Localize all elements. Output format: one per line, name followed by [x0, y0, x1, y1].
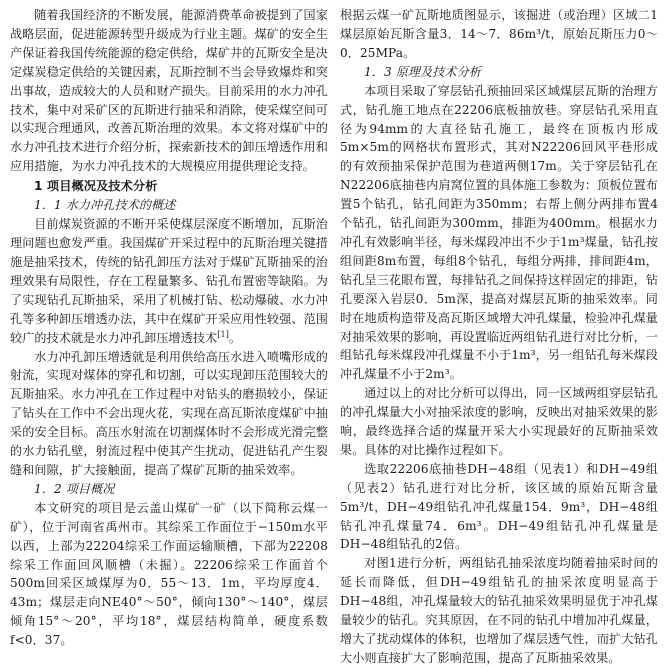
right-column	[340, 6, 658, 665]
subsection-heading-1-1: 1．1 水力冲孔技术的概述	[34, 198, 176, 213]
paragraph-drilling-parameters: 本项目采取了穿层钻孔预抽回采区域煤层瓦斯的治理方式，钻孔施工地点在22206底板抽放巷。穿层钻孔采用直径为94mm的大直径钻孔施工，最终在顶板内形成5m×5m的网格状布置形式，其对N22206回风平巷形成的有效预抽采保护范围为巷道两侧17m。关于穿层钻孔在N22206底抽巷内肩窝位置的具体施工参数为：顶板位置布置5个钻孔，钻孔间距为350mm；右帮上侧分两排布置4个钻孔，钻孔间距为300mm，排距为400mm。根据水力冲孔有效影响半径，每米煤段冲出不少于1m³煤量，钻孔按组间距8m布置，每组8个钻孔，每组分两排，排间距4m，钻孔呈三花眼布置，每排钻孔之间保持这样固定的排距，钻孔要深入岩层0．5m深，提高对煤层瓦斯的抽采效率。同时在地质构造带及高瓦斯区域增大冲孔煤量，检验冲孔煤量对抽采效果的影响，再设置临近两组钻孔进行对比分析，一组钻孔每米煤段冲孔煤量不小于1m³，另一组钻孔每米煤段冲孔煤量不小于2m³。	[340, 83, 658, 382]
paragraph-text: 目前煤炭资源的不断开采使煤层深度不断增加，瓦斯治理问题也愈发严重。我国煤矿开采过程中的瓦斯治理关键措施是抽采技术，传统的钻孔卸压方法对于煤矿瓦斯抽采的治理效果有局限性，存在工程量繁多、钻孔布置密等缺陷。为了实现钻孔瓦斯抽采，采用了机械打钻、松动爆破、水力冲孔等多种卸压增透办法，其中在煤矿开采应用性较强、范围较广的技术就是水力冲孔卸压增透技术	[10, 217, 328, 345]
paragraph-end: 。	[228, 330, 242, 345]
paragraph-comparison-summary: 通过以上的对比分析可以得出，同一区域两组穿层钻孔的冲孔煤量大小对抽采浓度的影响，反映出对抽采效果的影响，最终选择合适的煤量开采大小实现最好的瓦斯抽采效果。具体的对比操作过程如下。	[340, 386, 658, 457]
paragraph-figure-analysis: 对图1进行分析，两组钻孔抽采浓度均随着抽采时间的延长而降低，但DH−49组钻孔的抽采浓度明显高于DH−48组，冲孔煤量较大的钻孔抽采效果明显优于冲孔煤量较少的钻孔。究其原因，在不同的钻孔中增加冲孔煤量，增大了扰动煤体的体积，也增加了煤层透气性，而扩大钻孔大小则直接扩大了影响范围，提高了瓦斯抽采效果。	[340, 556, 658, 665]
paragraph-project-overview: 本文研究的项目是云盖山煤矿一矿（以下简称云煤一矿），位于河南省禹州市。其综采工作面位于−150m水平以西，上部为22204综采工作面运输顺槽，下部为22208综采工作面回风顺槽（未掘）。22206综采工作面首个500m回采区域煤厚为0．55～13．1m，平均厚度4．43m；煤层走向NE40°～50°，倾向130°～140°，煤层倾角15°～20°，平均18°，煤层结构简单，硬度系数f<0．37。	[10, 500, 328, 648]
left-column	[10, 6, 328, 650]
paragraph-hydraulic-principle: 水力冲孔卸压增透就是利用供给高压水进入喷嘴形成的射流，实现对煤体的穿孔和切割，可以实现卸压范围较大的瓦斯抽采。水力冲孔在工作过程中对钻头的磨损较小，保证了钻头在工作中不会出现火花，实现在高瓦斯浓度煤矿中抽采的安全目标。高压水射流在切割煤体时不会形成光滑完整的水力钻孔壁，射流过程中使其产生扰动，促进钻孔产生裂缝和间隙，扩大接触面，提高了煤矿瓦斯的抽采效率。	[10, 349, 328, 477]
intro-paragraph: 随着我国经济的不断发展，能源消费革命被提到了国家战略层面，促进能源转型升级成为行业主题。煤矿的安全生产保证着我国传统能源的稳定供给，煤矿井的瓦斯安全是决定煤炭稳定供给的关键因素，瓦斯控制不当会导致爆炸和突出事故，造成较大的人员和财产损失。目前采用的水力冲孔技术，集中对采矿区的瓦斯进行抽采和消除，使采煤空间可以实现合理通风，改善瓦斯治理的效果。本文将对煤矿中的水力冲孔技术进行介绍分析，探索新技术的卸压增透作用和应用措施，为水力冲孔技术的大规模应用提供理论支持。	[10, 8, 328, 174]
subsection-heading-1-3: 1．3 原理及技术分析	[364, 64, 482, 79]
paragraph-gas-content: 根据云煤一矿瓦斯地质图显示，该掘进（或治理）区域二1煤层原始瓦斯含量3．14～7．86m³/t，原始瓦斯压力0～0．25MPa。	[340, 8, 658, 60]
citation-ref: [1]	[217, 329, 229, 339]
paragraph-hydraulic-overview	[10, 215, 328, 347]
section-heading-1: 1 项目概况及技术分析	[34, 179, 158, 194]
paragraph-borehole-groups: 选取22206底抽巷DH−48组（见表1）和DH−49组（见表2）钻孔进行对比分析，该区域的原始瓦斯含量5m³/t，DH−49组钻孔冲孔煤量154．9m³，DH−48组钻孔冲孔煤量74．6m³。DH−49组钻孔冲孔煤量是DH−48组钻孔的2倍。	[340, 461, 658, 552]
subsection-heading-1-2: 1．2 项目概况	[34, 481, 115, 496]
